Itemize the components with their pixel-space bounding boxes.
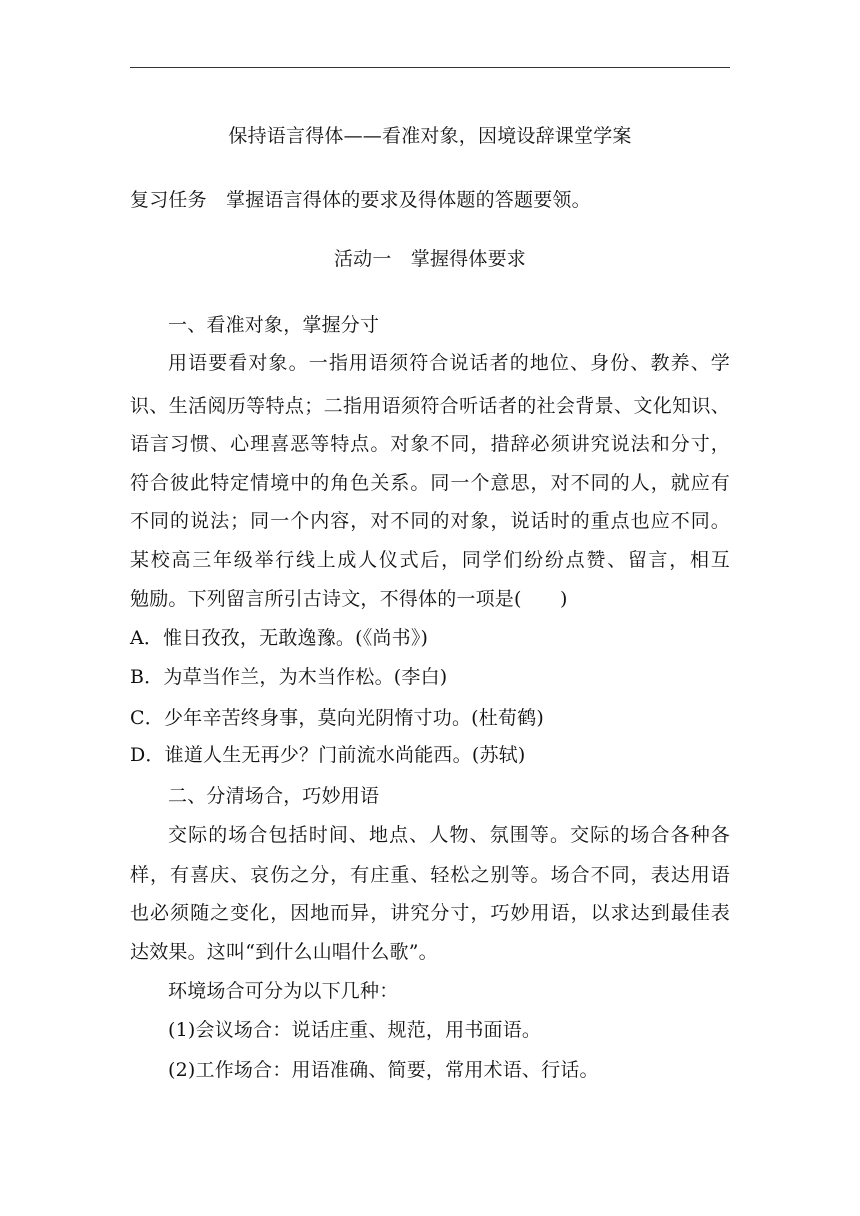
option-d: D．谁道人生无再少？门前流水尚能西。(苏轼) [130, 744, 526, 766]
activity-heading: 活动一 掌握得体要求 [333, 248, 526, 270]
header-rule [130, 67, 730, 68]
document-title: 保持语言得体——看准对象，因境设辞课堂学案 [228, 125, 632, 147]
environment-intro: 环境场合可分为以下几种： [168, 980, 399, 1002]
paragraph-line: 用语要看对象。一指用语须符合说话者的地位、身份、教养、学 [168, 352, 730, 374]
option-b: B．为草当作兰，为木当作松。(李白) [130, 666, 448, 688]
question-line: 勉励。下列留言所引古诗文，不得体的一项是( ) [130, 588, 568, 610]
paragraph-line: 样，有喜庆、哀伤之分，有庄重、轻松之别等。场合不同，表达用语 [130, 864, 730, 886]
paragraph-line: 交际的场合包括时间、地点、人物、氛围等。交际的场合各种各 [168, 824, 730, 846]
list-item: (1)会议场合：说话庄重、规范，用书面语。 [168, 1019, 542, 1041]
section-heading-1: 一、看准对象，掌握分寸 [168, 314, 380, 336]
paragraph-line: 不同的说法；同一个内容，对不同的对象，说话时的重点也应不同。 [130, 510, 730, 532]
paragraph-line: 达效果。这叫“到什么山唱什么歌”。 [130, 941, 438, 963]
option-a: A．惟日孜孜，无敢逸豫。(《尚书》) [130, 627, 429, 649]
section-heading-2: 二、分清场合，巧妙用语 [168, 785, 380, 807]
paragraph-line: 也必须随之变化，因地而异，讲究分寸，巧妙用语，以求达到最佳表 [130, 902, 730, 924]
paragraph-line: 符合彼此特定情境中的角色关系。同一个意思，对不同的人，就应有 [130, 472, 730, 494]
list-item: (2)工作场合：用语准确、简要，常用术语、行话。 [168, 1059, 599, 1081]
option-c: C．少年辛苦终身事，莫向光阴惰寸功。(杜荀鹤) [130, 707, 544, 729]
paragraph-line: 识、生活阅历等特点；二指用语须符合听话者的社会背景、文化知识、 [130, 395, 730, 417]
paragraph-line: 语言习惯、心理喜恶等特点。对象不同，措辞必须讲究说法和分寸， [130, 433, 730, 455]
question-line: 某校高三年级举行线上成人仪式后，同学们纷纷点赞、留言，相互 [130, 549, 730, 571]
review-task: 复习任务 掌握语言得体的要求及得体题的答题要领。 [130, 189, 591, 211]
